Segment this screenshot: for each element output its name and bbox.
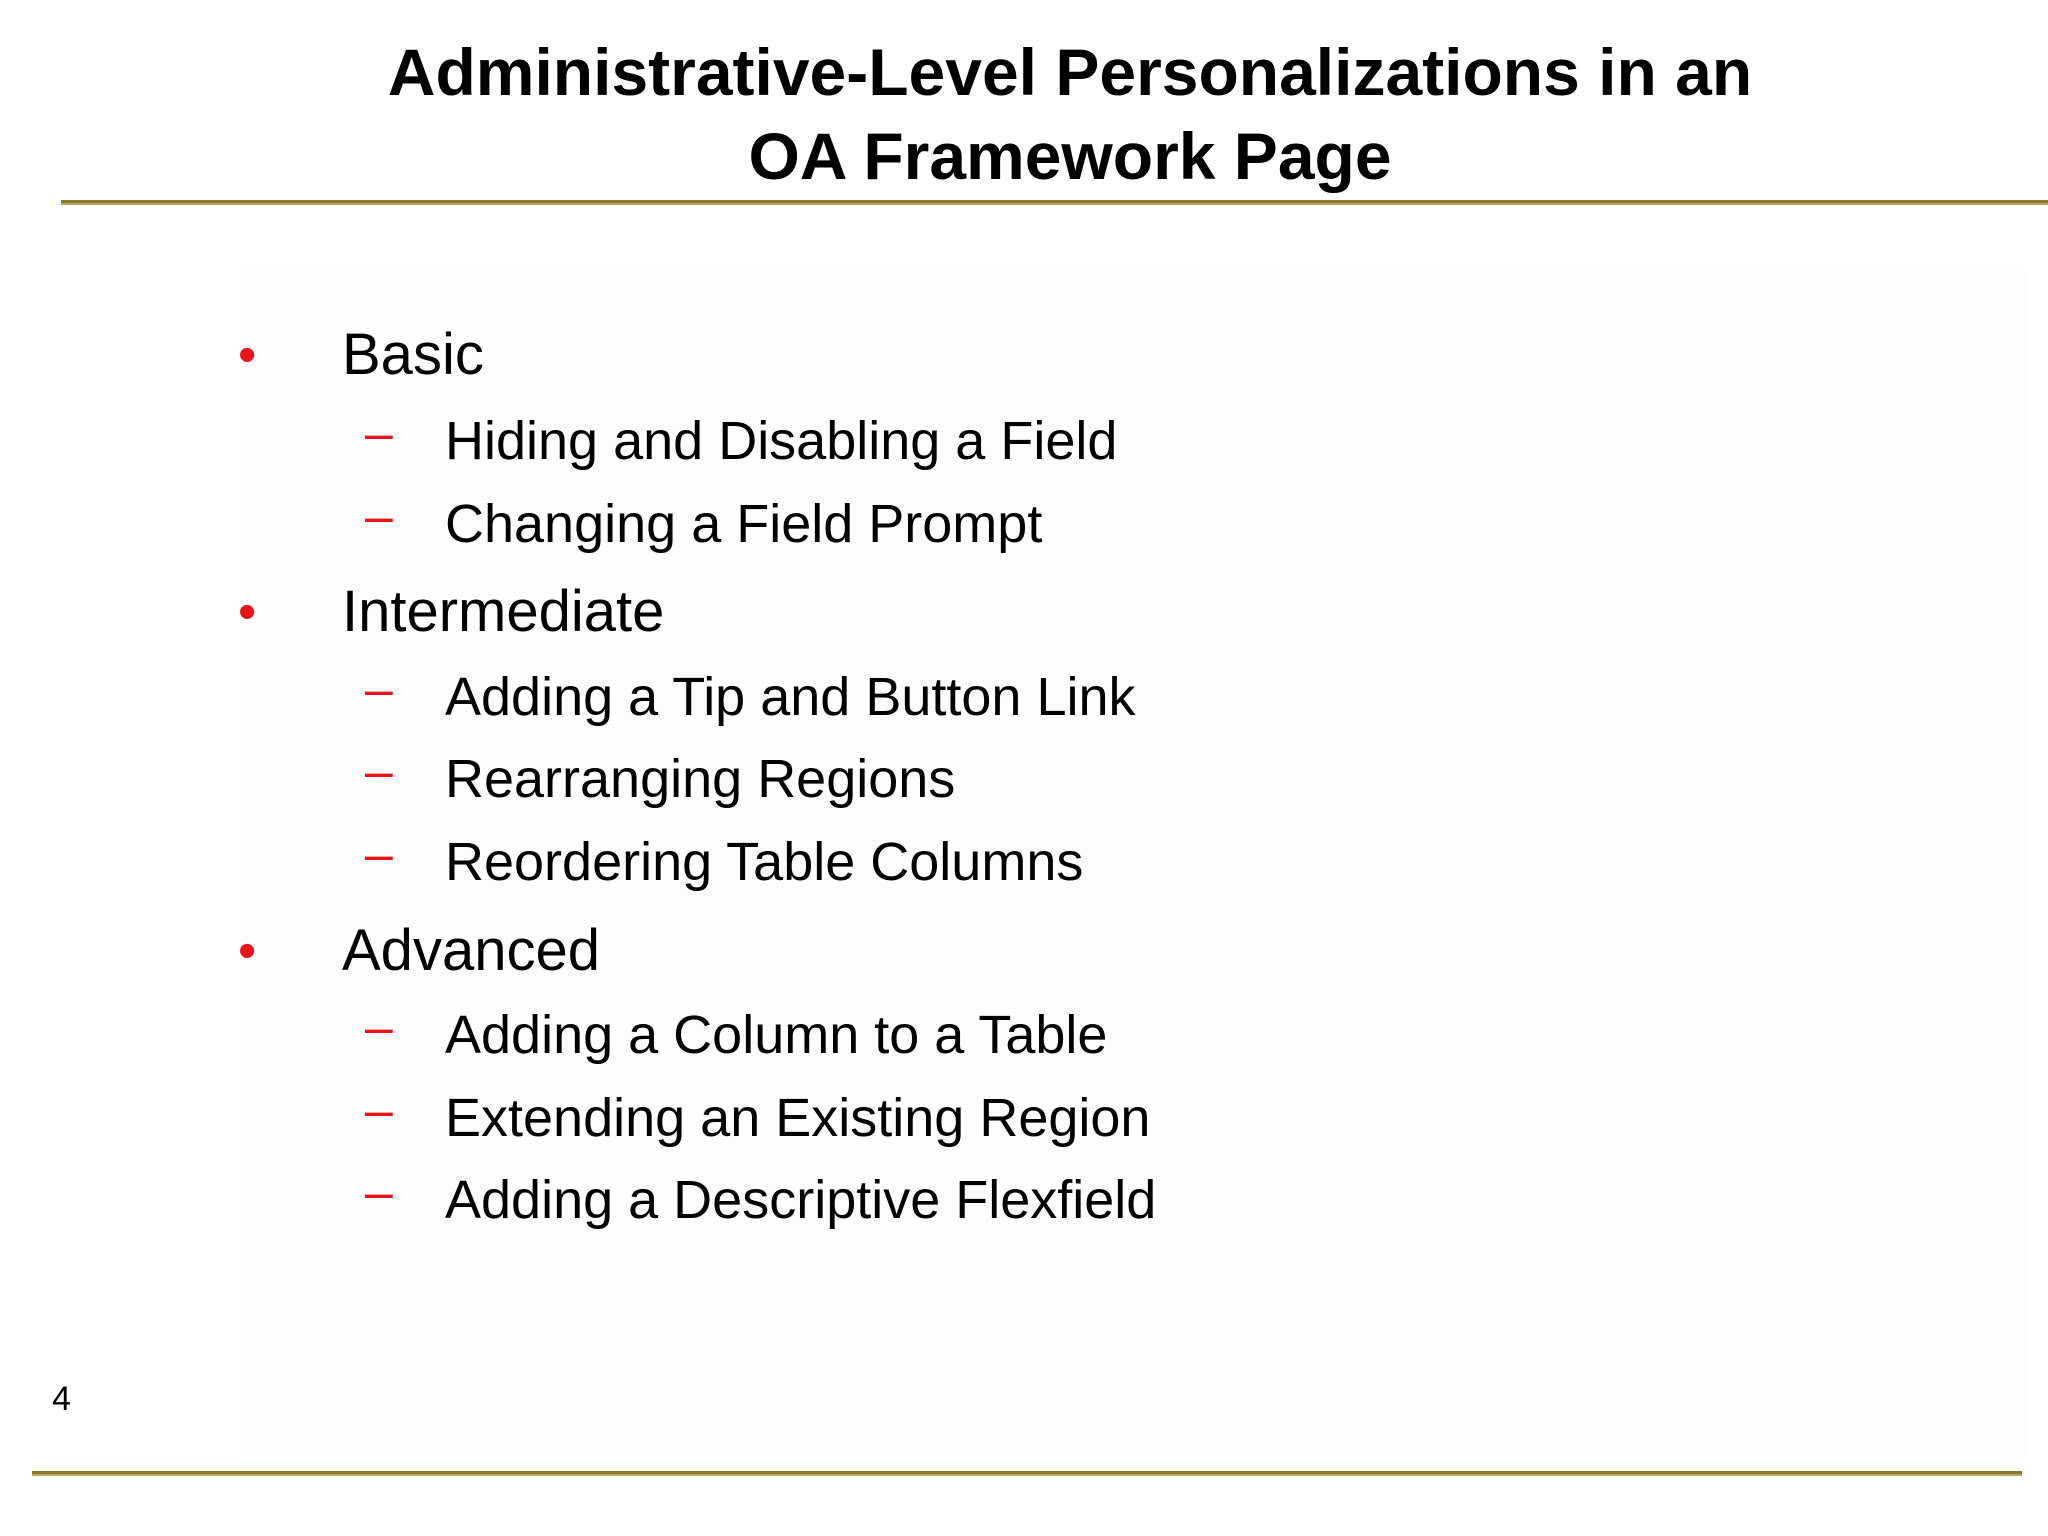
sub-item-label: Adding a Descriptive Flexfield [445,1170,1157,1230]
bullet-label: Basic [342,322,484,387]
page-number: 4 [52,1380,71,1418]
slide-title [240,30,1900,198]
bullet-icon: • [238,326,257,384]
dash-icon: – [365,743,393,799]
sub-item-label: Adding a Column to a Table [445,1005,1108,1065]
sub-item-label: Hiding and Disabling a Field [445,411,1118,471]
bullet-label: Intermediate [342,579,665,644]
dash-icon: – [365,1082,393,1138]
sub-item-label: Adding a Tip and Button Link [445,667,1136,727]
dash-icon: – [365,661,393,717]
sub-item-label: Changing a Field Prompt [445,494,1043,554]
footer-divider [32,1471,2022,1474]
dash-icon: – [365,1164,393,1220]
dash-icon: – [365,405,393,461]
sub-item-label: Rearranging Regions [445,749,956,809]
bullet-icon: • [238,583,257,641]
dash-icon: – [365,999,393,1055]
dash-icon: – [365,488,393,544]
bullet-label: Advanced [342,918,600,983]
slide-title-line-1: Administrative-Level Personalizations in an [387,35,1753,109]
bullet-icon: • [238,922,257,980]
sub-item-label: Extending an Existing Region [445,1088,1151,1148]
sub-item-label: Reordering Table Columns [445,832,1084,892]
slide-title-line-2: OA Framework Page [748,119,1392,193]
title-divider [61,200,2048,203]
dash-icon: – [365,826,393,882]
